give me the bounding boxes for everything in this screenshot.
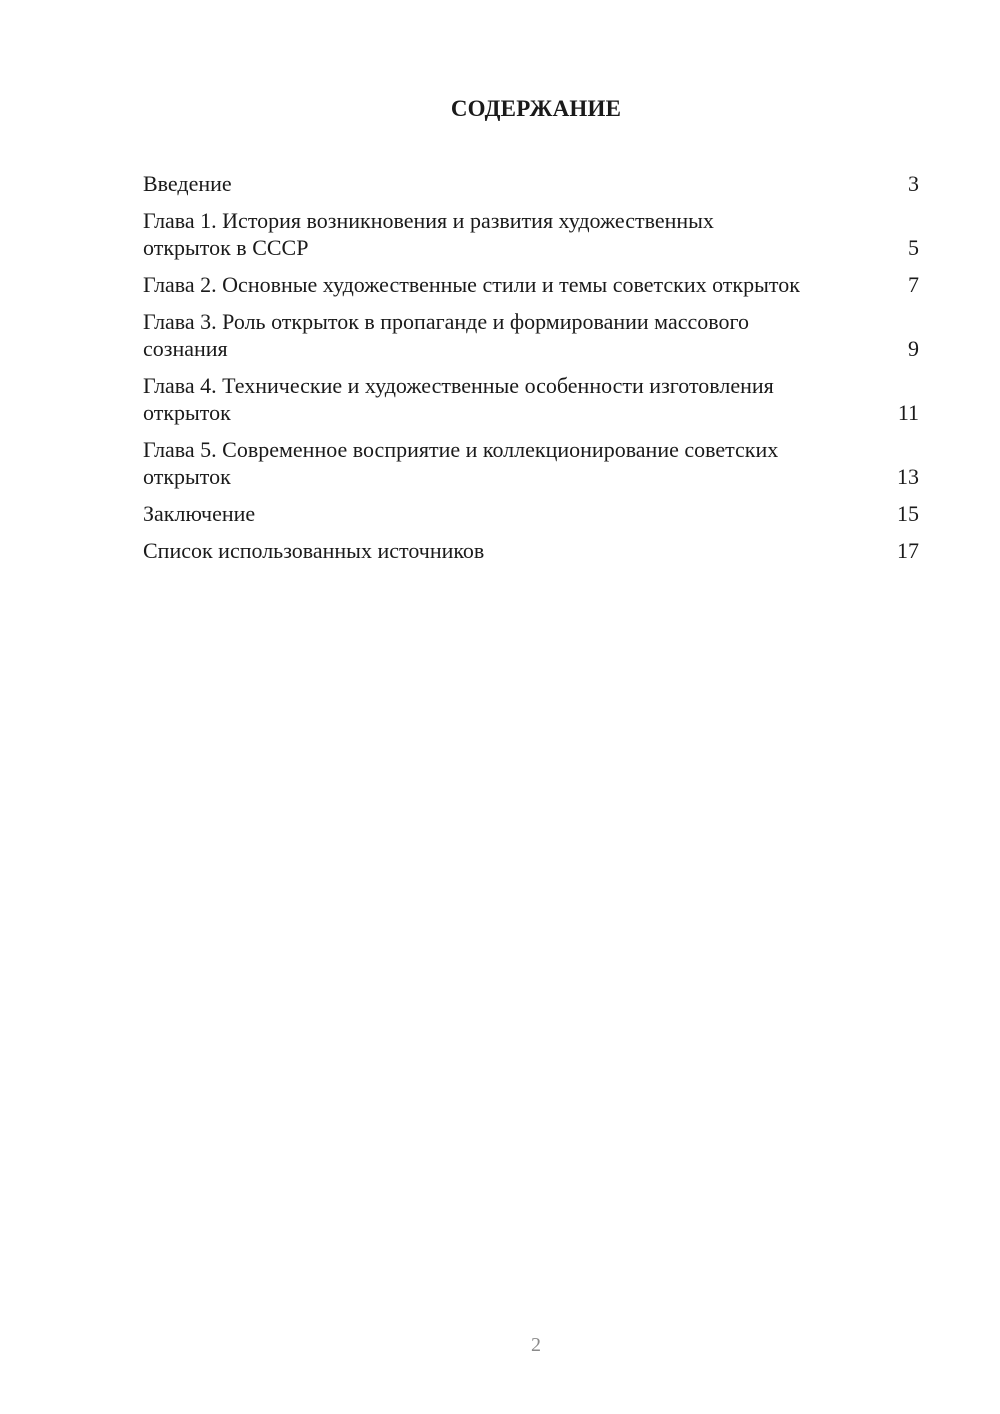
toc-entry-page: 17 bbox=[897, 538, 919, 563]
page-title: СОДЕРЖАНИЕ bbox=[450, 96, 622, 121]
toc-entry-page: 5 bbox=[908, 235, 919, 260]
toc-entry-chapter-4[interactable] bbox=[143, 372, 919, 426]
toc-entry-page: 7 bbox=[908, 272, 919, 297]
toc-entry-introduction[interactable] bbox=[143, 170, 919, 197]
toc-entry-page: 11 bbox=[897, 400, 919, 425]
toc-entry-references[interactable] bbox=[143, 537, 919, 564]
toc-entry-text: Глава 4. Технические и художественные особенности изготовления открыток bbox=[143, 373, 774, 425]
toc-entry-text: Глава 5. Современное восприятие и коллекционирование советских открыток bbox=[143, 437, 779, 489]
toc-entry-text: Глава 2. Основные художественные стили и темы советских открыток bbox=[143, 272, 800, 297]
page-number: 2 bbox=[531, 1334, 541, 1356]
toc-entry-conclusion[interactable] bbox=[143, 500, 919, 527]
toc-entry-text: Список использованных источников bbox=[143, 538, 485, 563]
toc-entry-text: Глава 3. Роль открыток в пропаганде и формировании массового сознания bbox=[143, 309, 749, 361]
toc-entry-page: 9 bbox=[908, 336, 919, 361]
toc-entry-chapter-2[interactable] bbox=[143, 271, 919, 298]
toc-entry-page: 15 bbox=[897, 501, 919, 526]
toc-entry-text: Введение bbox=[143, 171, 232, 196]
toc-entry-chapter-5[interactable] bbox=[143, 436, 919, 490]
toc-entry-chapter-1[interactable] bbox=[143, 207, 919, 261]
toc-entry-text: Заключение bbox=[143, 501, 256, 526]
toc-entry-page: 13 bbox=[897, 464, 919, 489]
toc-entry-chapter-3[interactable] bbox=[143, 308, 919, 362]
toc-entry-text: Глава 1. История возникновения и развития художественных открыток в СССР bbox=[143, 208, 714, 260]
table-of-contents bbox=[143, 170, 919, 574]
toc-entry-page: 3 bbox=[908, 171, 919, 196]
